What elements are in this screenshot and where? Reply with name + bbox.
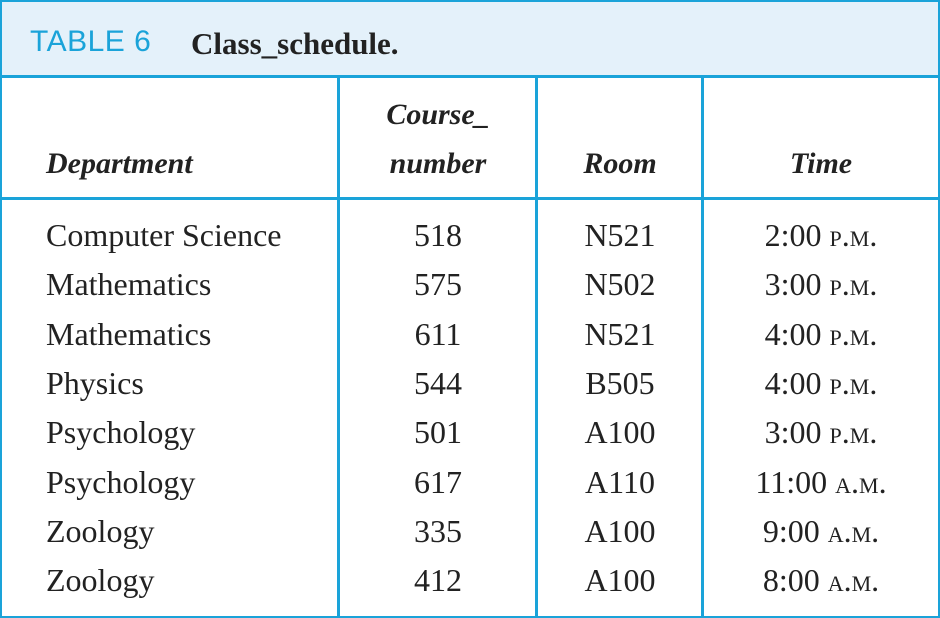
header-time: Time <box>789 147 853 180</box>
time-period: p.m. <box>829 316 878 352</box>
time-period: a.m. <box>835 464 887 500</box>
course-number-cell: 617 <box>414 464 462 500</box>
time-value: 3:00 <box>764 266 822 302</box>
time-period: p.m. <box>829 365 878 401</box>
room-cell: A100 <box>584 414 656 450</box>
time-cell <box>704 511 938 551</box>
table-title: Class_schedule. <box>191 26 399 61</box>
department-cell: Psychology <box>46 414 196 450</box>
time-cell <box>704 363 938 403</box>
time-cell <box>704 462 938 502</box>
time-cell <box>704 314 938 354</box>
course-number-cell: 575 <box>414 266 462 302</box>
time-cell <box>704 215 938 255</box>
time-value: 3:00 <box>764 414 822 450</box>
time-value: 4:00 <box>764 365 822 401</box>
department-cell: Zoology <box>46 513 155 549</box>
course-number-cell: 611 <box>414 316 462 352</box>
header-room: Room <box>583 147 657 180</box>
course-number-cell: 412 <box>414 562 462 598</box>
header-department: Department <box>46 147 193 180</box>
room-cell: N502 <box>584 266 656 302</box>
time-cell <box>704 264 938 304</box>
time-period: a.m. <box>827 562 880 598</box>
time-period: p.m. <box>829 414 878 450</box>
time-value: 9:00 <box>762 513 820 549</box>
header-course-number-line1: Course_ <box>386 98 490 131</box>
department-cell: Psychology <box>46 464 196 500</box>
room-cell: B505 <box>585 365 655 401</box>
table-number-label: TABLE 6 <box>30 25 152 58</box>
room-cell: A100 <box>584 513 656 549</box>
course-number-cell: 501 <box>414 414 462 450</box>
time-value: 11:00 <box>755 464 828 500</box>
time-value: 4:00 <box>764 316 822 352</box>
time-period: a.m. <box>827 513 880 549</box>
course-number-cell: 518 <box>414 217 462 253</box>
room-cell: A110 <box>585 464 655 500</box>
time-period: p.m. <box>829 217 878 253</box>
time-value: 8:00 <box>762 562 820 598</box>
header-divider <box>2 197 938 200</box>
table-caption <box>2 2 938 78</box>
time-period: p.m. <box>829 266 878 302</box>
time-cell <box>704 560 938 600</box>
time-cell <box>704 412 938 452</box>
department-cell: Mathematics <box>46 316 212 352</box>
time-value: 2:00 <box>764 217 822 253</box>
department-cell: Computer Science <box>46 217 282 253</box>
header-course-number-line2: number <box>389 147 487 180</box>
room-cell: N521 <box>584 217 656 253</box>
course-number-cell: 335 <box>414 513 462 549</box>
department-cell: Mathematics <box>46 266 212 302</box>
department-cell: Zoology <box>46 562 155 598</box>
room-cell: A100 <box>584 562 656 598</box>
course-number-cell: 544 <box>414 365 462 401</box>
room-cell: N521 <box>584 316 656 352</box>
department-cell: Physics <box>46 365 144 401</box>
